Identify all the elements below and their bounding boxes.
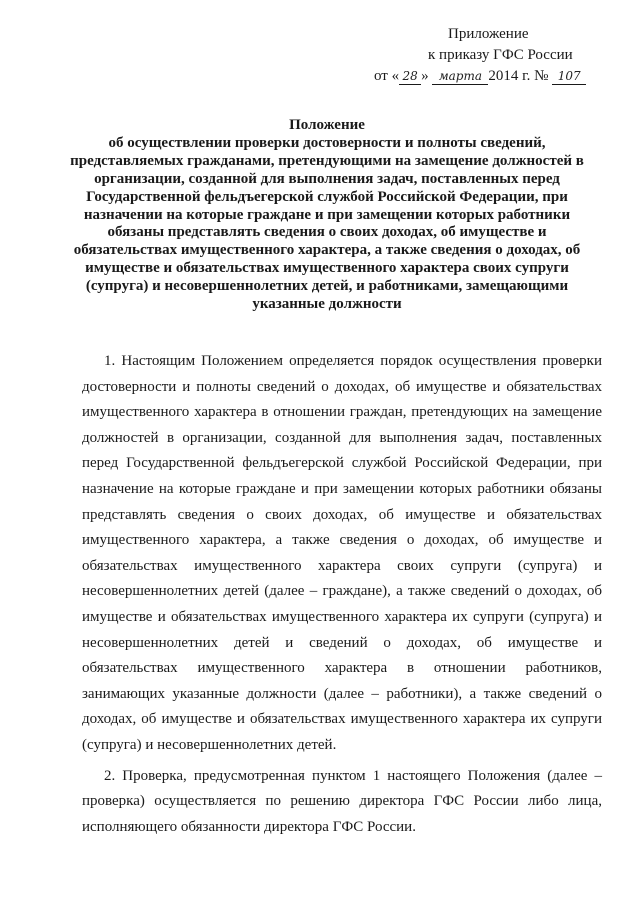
appendix-from-label: от « [374,68,400,84]
appendix-close-quote: » [421,68,429,84]
handwritten-month: марта [432,69,488,85]
paragraph-1: 1. Настоящим Положением определяется порядок осуществления проверки достоверности и полноты сведений о доходах, об имуществе и обязательствах имущественного характера в отношении граждан, претендующих на замещение должностей в организации, созданной для выполнения задач, поставленных перед Государственной фельдъегерской службой Российской Федерации, при назначение на которые граждане и при замещении которых работники обязаны представлять сведения о своих доходах, об имуществе и обязательствах имущественного характера, а также сведения о доходах, об имуществе и обязательствах имущественного характера своих супруги (супруга) и несовершеннолетних детей (далее – граждане), а также сведений о доходах, об имуществе и обязательствах имущественного характера их супруги (супруга) и несовершеннолетних детей и сведений о доходах, об имуществе и обязательствах имущественного характера в отношении работников, занимающих указанные должности (далее – работники), а также сведений о доходах, об имуществе и обязательствах имущественного характера их супруги (супруга) и несовершеннолетних детей. [82,353,602,753]
handwritten-order-number: 107 [552,69,586,85]
appendix-order-reference: к приказу ГФС России [428,47,573,63]
document-title: Положение [289,117,365,133]
document-heading [62,117,592,314]
appendix-title: Приложение [448,26,529,42]
document-body [82,349,602,840]
handwritten-day: 28 [399,69,421,85]
appendix-year-label: 2014 г. № [488,68,549,84]
document-subtitle: об осуществлении проверки достоверности и полноты сведений, представляемых гражданами, претендующими на замещение должностей в организации, созданной для выполнения задач, поставленных перед Государственной фельдъегерской службой Российской Федерации, при назначении на которые граждане и при замещении которых работники обязаны представлять сведения о своих доходах, об имуществе и обязательствах имущественного характера, а также сведения о доходах, об имуществе и обязательствах имущественного характера своих супруги (супруга) и несовершеннолетних детей, и работниками, замещающими указанные должности [70,134,584,313]
appendix-block [374,24,624,87]
paragraph-2: 2. Проверка, предусмотренная пунктом 1 настоящего Положения (далее – проверка) осуществляется по решению директора ГФС России либо лица, исполняющего обязанности директора ГФС России. [82,767,602,835]
appendix-date-number-line [374,66,624,87]
